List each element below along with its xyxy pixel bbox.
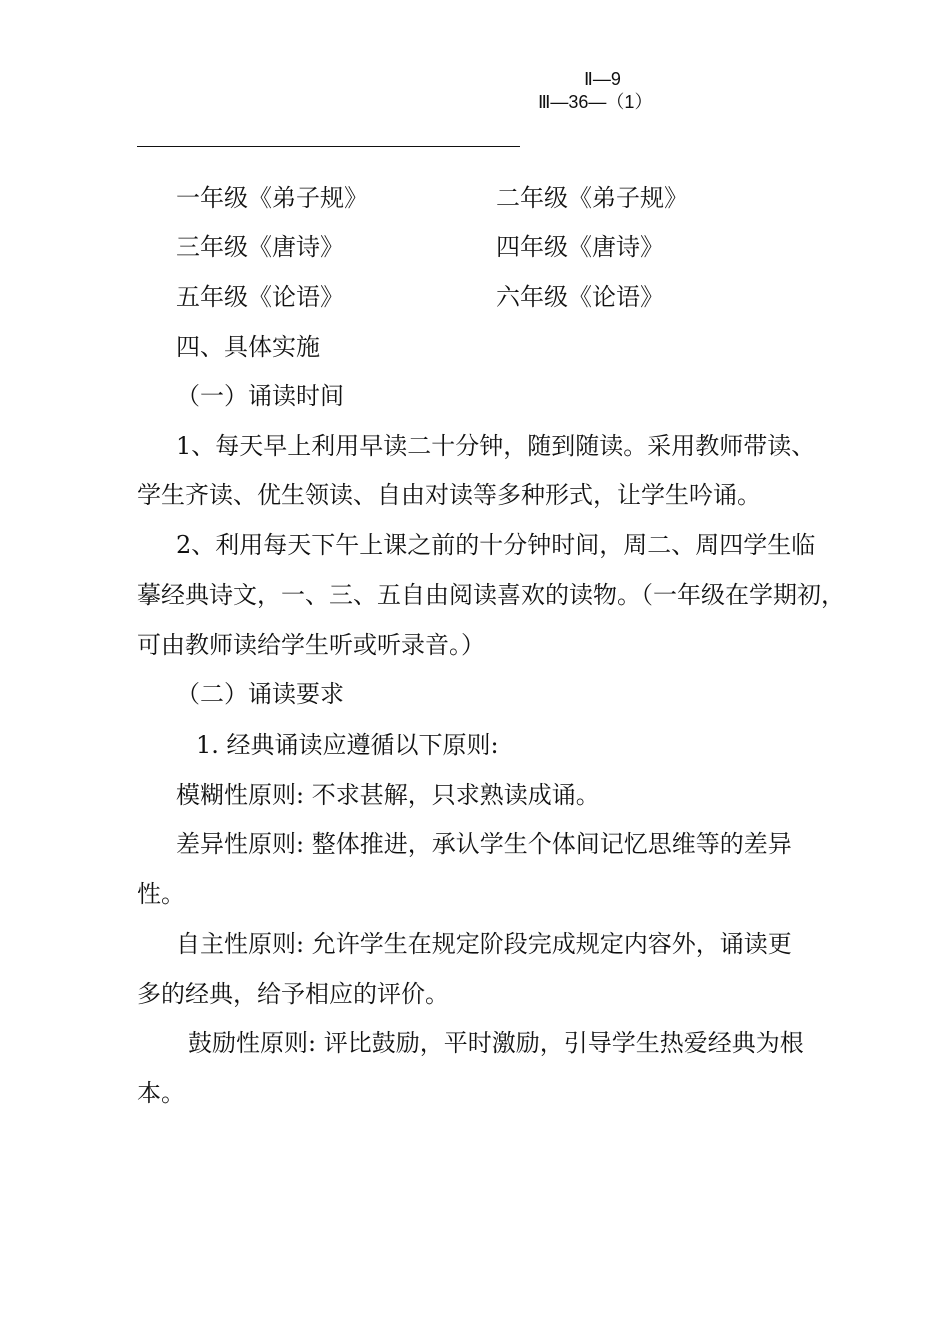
principle-autonomy-line-1: 自主性原则: 允许学生在规定阶段完成规定内容外，诵读更 (176, 930, 792, 958)
subheading-reading-requirements: （二）诵读要求 (176, 680, 344, 708)
grade-2-text: 二年级《弟子规》 (496, 184, 688, 212)
grade-1-text: 一年级《弟子规》 (176, 184, 368, 212)
paragraph-1-line-1: 1、每天早上利用早读二十分钟，随到随读。采用教师带读、 (176, 432, 816, 460)
principle-difference-line-2: 性。 (137, 880, 185, 908)
principle-encouragement-line-1: 鼓励性原则: 评比鼓励，平时激励，引导学生热爱经典为根 (188, 1029, 804, 1057)
principle-fuzziness: 模糊性原则: 不求甚解，只求熟读成诵。 (176, 781, 600, 809)
grade-3-text: 三年级《唐诗》 (176, 233, 344, 261)
subheading-reading-time: （一）诵读时间 (176, 382, 344, 410)
grade-4-text: 四年级《唐诗》 (496, 233, 664, 261)
document-code-line2: Ⅲ—36—（1） (538, 92, 653, 112)
principle-difference-line-1: 差异性原则: 整体推进，承认学生个体间记忆思维等的差异 (176, 830, 792, 858)
paragraph-2-line-3: 可由教师读给学生听或听录音。） (137, 631, 485, 659)
document-code-line1: Ⅱ—9 (584, 69, 621, 89)
paragraph-2-line-2: 摹经典诗文，一、三、五自由阅读喜欢的读物。（一年级在学期初， (137, 581, 845, 609)
grade-6-text: 六年级《论语》 (496, 283, 664, 311)
principle-encouragement-line-2: 本。 (137, 1079, 185, 1107)
header-rule (137, 146, 520, 147)
requirement-item-1: 1. 经典诵读应遵循以下原则: (196, 731, 499, 759)
paragraph-2-line-1: 2、利用每天下午上课之前的十分钟时间，周二、周四学生临 (176, 531, 816, 559)
principle-autonomy-line-2: 多的经典，给予相应的评价。 (137, 980, 449, 1008)
paragraph-1-line-2: 学生齐读、优生领读、自由对读等多种形式，让学生吟诵。 (137, 481, 761, 509)
section-heading-implementation: 四、具体实施 (176, 333, 320, 361)
grade-5-text: 五年级《论语》 (176, 283, 344, 311)
